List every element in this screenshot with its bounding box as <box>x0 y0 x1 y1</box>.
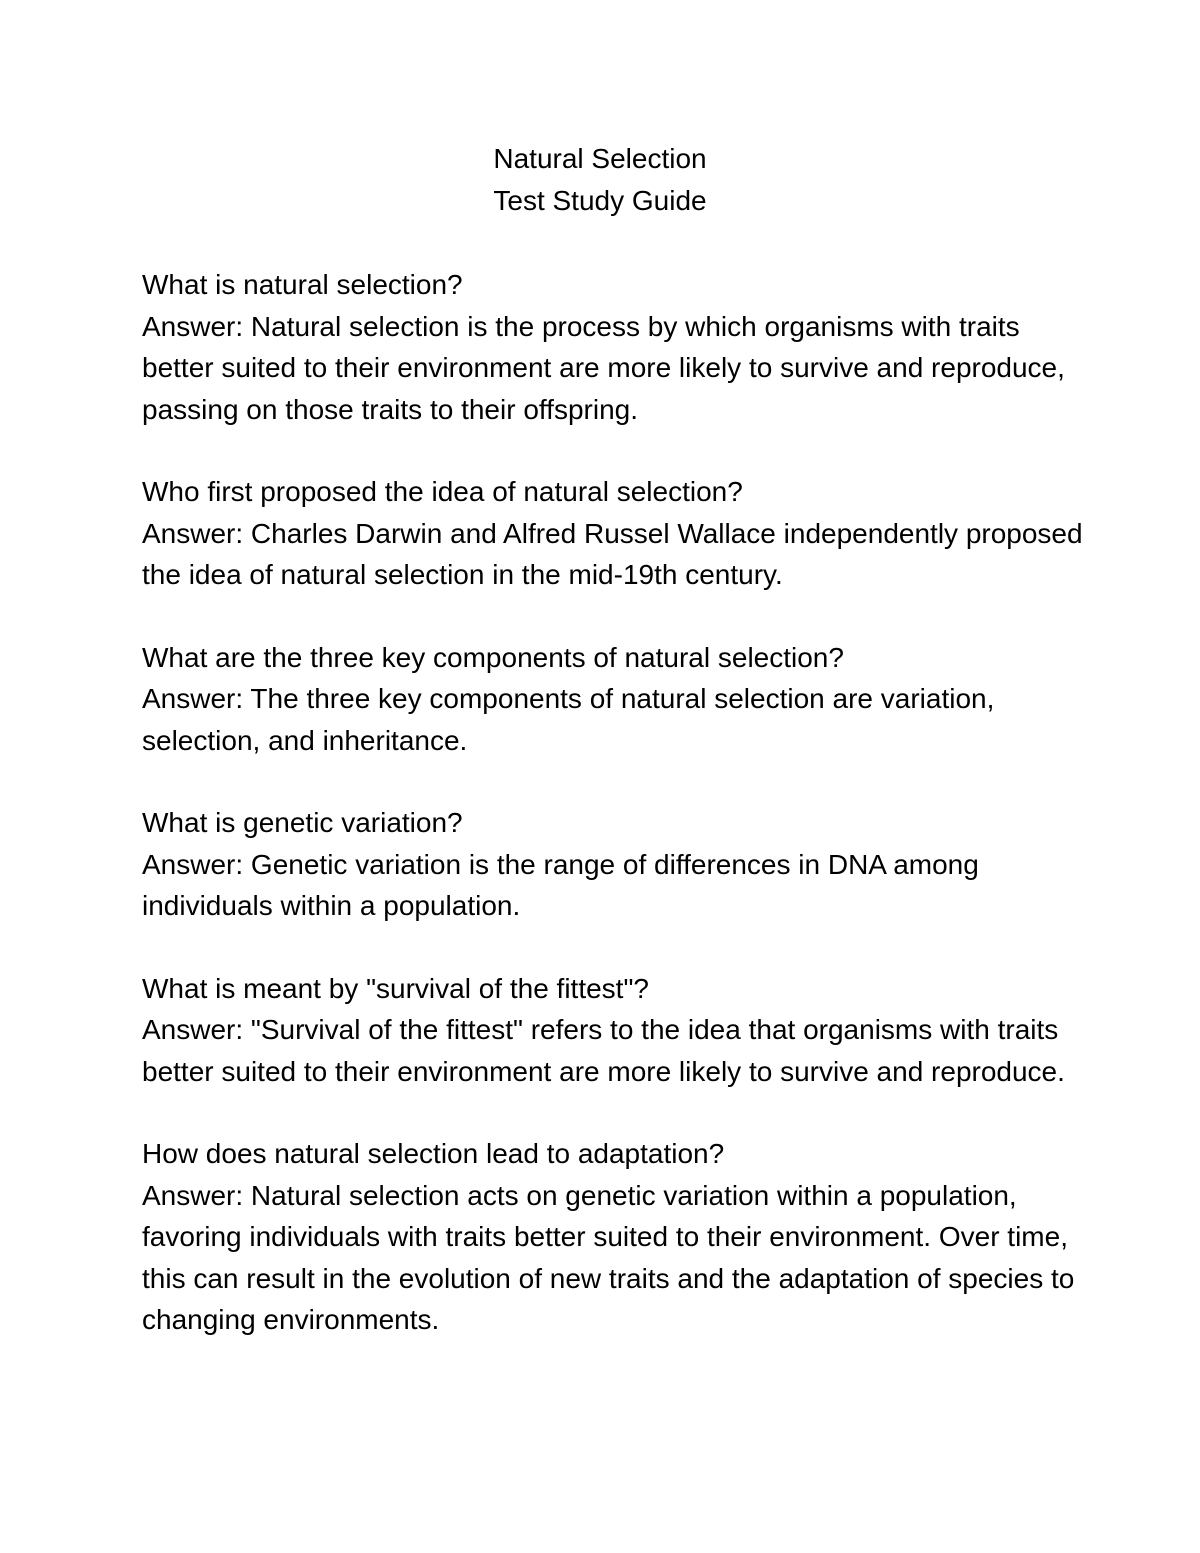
answer-text: Answer: Charles Darwin and Alfred Russel Wallace independently proposed the idea of natural selection in the mid-19th century. <box>142 517 1083 590</box>
question-text: What is meant by "survival of the fittest"? <box>142 972 649 1004</box>
answer-text: Answer: Natural selection is the process by which organisms with traits better suited to their environment are more likely to survive and reproduce, passing on those traits to their offspring. <box>142 310 1065 425</box>
question-text: What is natural selection? <box>142 269 463 300</box>
answer-text: Answer: "Survival of the fittest" refers to the idea that organisms with traits better suited to their environment are more likely to survive and reproduce. <box>142 1014 1065 1087</box>
answer-text: Answer: Genetic variation is the range of differences in DNA among individuals within a population. <box>142 848 979 921</box>
answer-text: Answer: Natural selection acts on genetic variation within a population, favoring individuals with traits better suited to their environment. Over time, this can result in the evolution of new traits and the adaptation of species to changing environments. <box>142 1179 1075 1335</box>
question-text: How does natural selection lead to adaptation? <box>142 1138 725 1169</box>
qa-item-1 <box>142 264 1092 430</box>
document-title: Natural Selection <box>493 143 707 174</box>
qa-item-2 <box>142 471 1092 596</box>
question-text: What is genetic variation? <box>142 807 463 838</box>
answer-text: Answer: The three key components of natural selection are variation, selection, and inheritance. <box>142 683 995 756</box>
qa-item-5 <box>142 968 1092 1093</box>
document-subtitle: Test Study Guide <box>493 185 707 216</box>
qa-item-4 <box>142 802 1092 927</box>
document-header <box>0 138 1200 222</box>
question-text: Who first proposed the idea of natural selection? <box>142 476 743 507</box>
qa-item-6 <box>142 1133 1092 1341</box>
qa-item-3 <box>142 637 1092 762</box>
qa-list <box>142 264 1092 1382</box>
question-text: What are the three key components of natural selection? <box>142 641 844 673</box>
